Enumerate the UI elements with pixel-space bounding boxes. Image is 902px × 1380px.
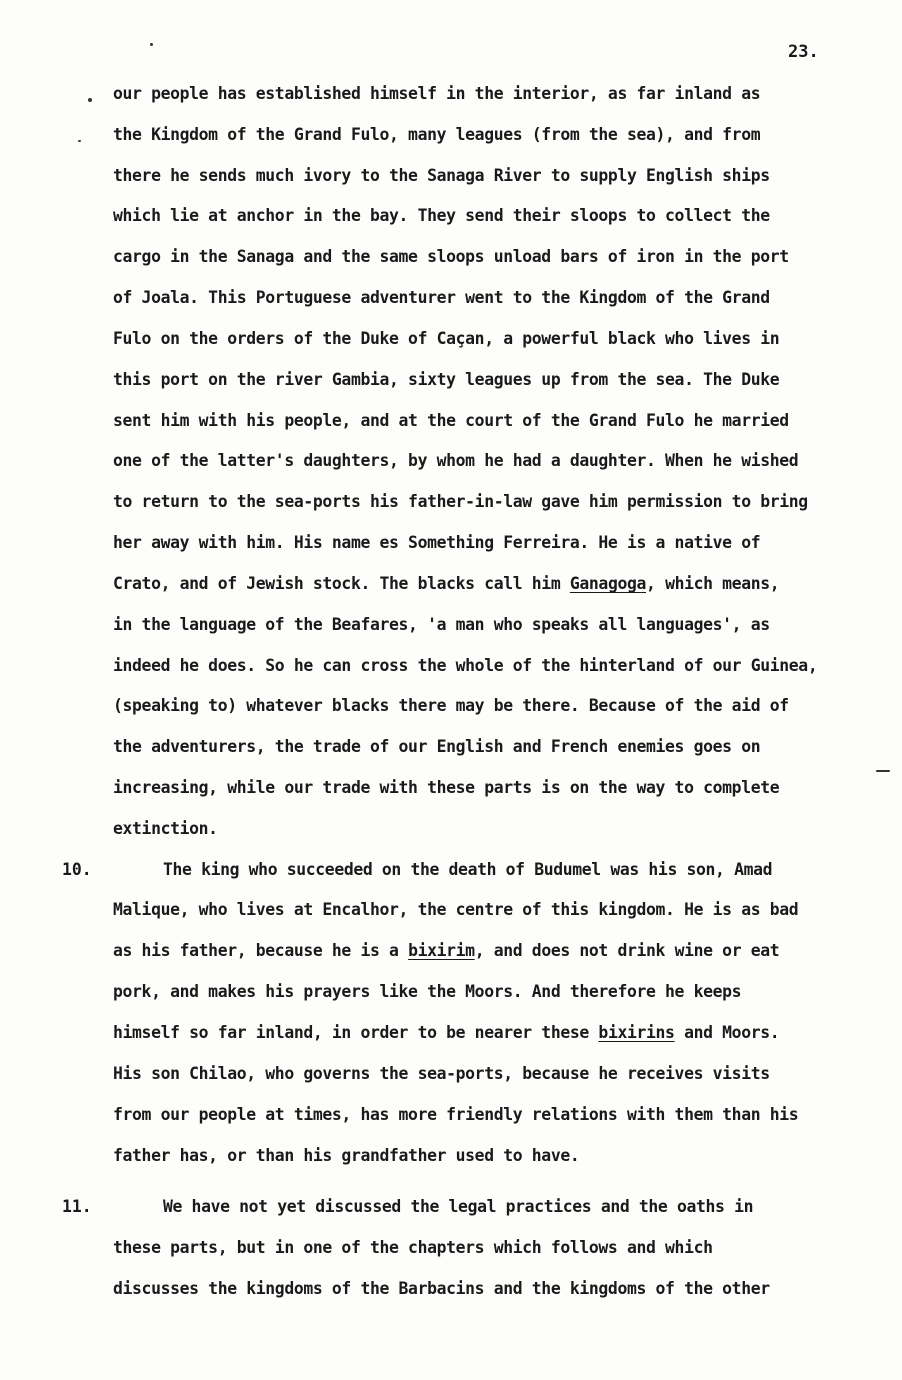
underlined-term: Ganagoga (569, 574, 647, 593)
paragraph-number: 10. (62, 860, 92, 879)
text-line: our people has established himself in the interior, as far inland as (113, 84, 761, 103)
text-run: , and does not drink wine or eat (474, 941, 780, 960)
text-line: cargo in the Sanaga and the same sloops unload bars of iron in the port (113, 247, 789, 266)
text-line: discusses the kingdoms of the Barbacins and the kingdoms of the other (113, 1279, 770, 1298)
text-line: indeed he does. So he can cross the whole of the hinterland of our Guinea, (113, 656, 818, 675)
text-line: sent him with his people, and at the court of the Grand Fulo he married (113, 411, 789, 430)
text-line (113, 941, 779, 961)
text-line: extinction. (113, 819, 218, 838)
text-line: to return to the sea-ports his father-in-law gave him permission to bring (113, 492, 808, 511)
scan-mark (150, 43, 153, 46)
text-line: Fulo on the orders of the Duke of Caçan, a powerful black who lives in (113, 329, 780, 348)
text-line (113, 574, 779, 594)
text-line: the Kingdom of the Grand Fulo, many leagues (from the sea), and from (113, 125, 761, 144)
paragraph-number: 11. (62, 1197, 92, 1216)
text-line: Malique, who lives at Encalhor, the centre of this kingdom. He is as bad (113, 900, 799, 919)
scan-mark (88, 98, 92, 102)
text-run: and Moors. (674, 1023, 780, 1042)
page-number: 23. (788, 42, 819, 62)
text-line: this port on the river Gambia, sixty leagues up from the sea. The Duke (113, 370, 780, 389)
text-line: father has, or than his grandfather used to have. (113, 1146, 580, 1165)
text-line (113, 1023, 779, 1043)
text-line: there he sends much ivory to the Sanaga River to supply English ships (113, 166, 770, 185)
text-line: the adventurers, the trade of our English and French enemies goes on (113, 737, 761, 756)
text-line: We have not yet discussed the legal practices and the oaths in (163, 1197, 754, 1216)
text-line: pork, and makes his prayers like the Moors. And therefore he keeps (113, 982, 742, 1001)
text-run: himself so far inland, in order to be nearer these (113, 1023, 599, 1042)
scan-mark (78, 140, 81, 142)
text-line: of Joala. This Portuguese adventurer went to the Kingdom of the Grand (113, 288, 770, 307)
text-line: from our people at times, has more friendly relations with them than his (113, 1105, 799, 1124)
text-line: increasing, while our trade with these parts is on the way to complete (113, 778, 780, 797)
text-line: these parts, but in one of the chapters which follows and which (113, 1238, 713, 1257)
text-run: , which means, (646, 574, 780, 593)
text-line: which lie at anchor in the bay. They send their sloops to collect the (113, 206, 770, 225)
text-line: her away with him. His name es Something Ferreira. He is a native of (113, 533, 761, 552)
text-line: His son Chilao, who governs the sea-ports, because he receives visits (113, 1064, 770, 1083)
text-line: (speaking to) whatever blacks there may be there. Because of the aid of (113, 696, 789, 715)
text-run: as his father, because he is a (113, 941, 409, 960)
text-line: The king who succeeded on the death of Budumel was his son, Amad (163, 860, 773, 879)
underlined-term: bixirim (408, 941, 475, 960)
underlined-term: bixirins (598, 1023, 675, 1042)
text-line: in the language of the Beafares, 'a man who speaks all languages', as (113, 615, 770, 634)
text-run: Crato, and of Jewish stock. The blacks call him (113, 574, 570, 593)
text-line: one of the latter's daughters, by whom he had a daughter. When he wished (113, 451, 799, 470)
scan-mark (876, 770, 890, 772)
